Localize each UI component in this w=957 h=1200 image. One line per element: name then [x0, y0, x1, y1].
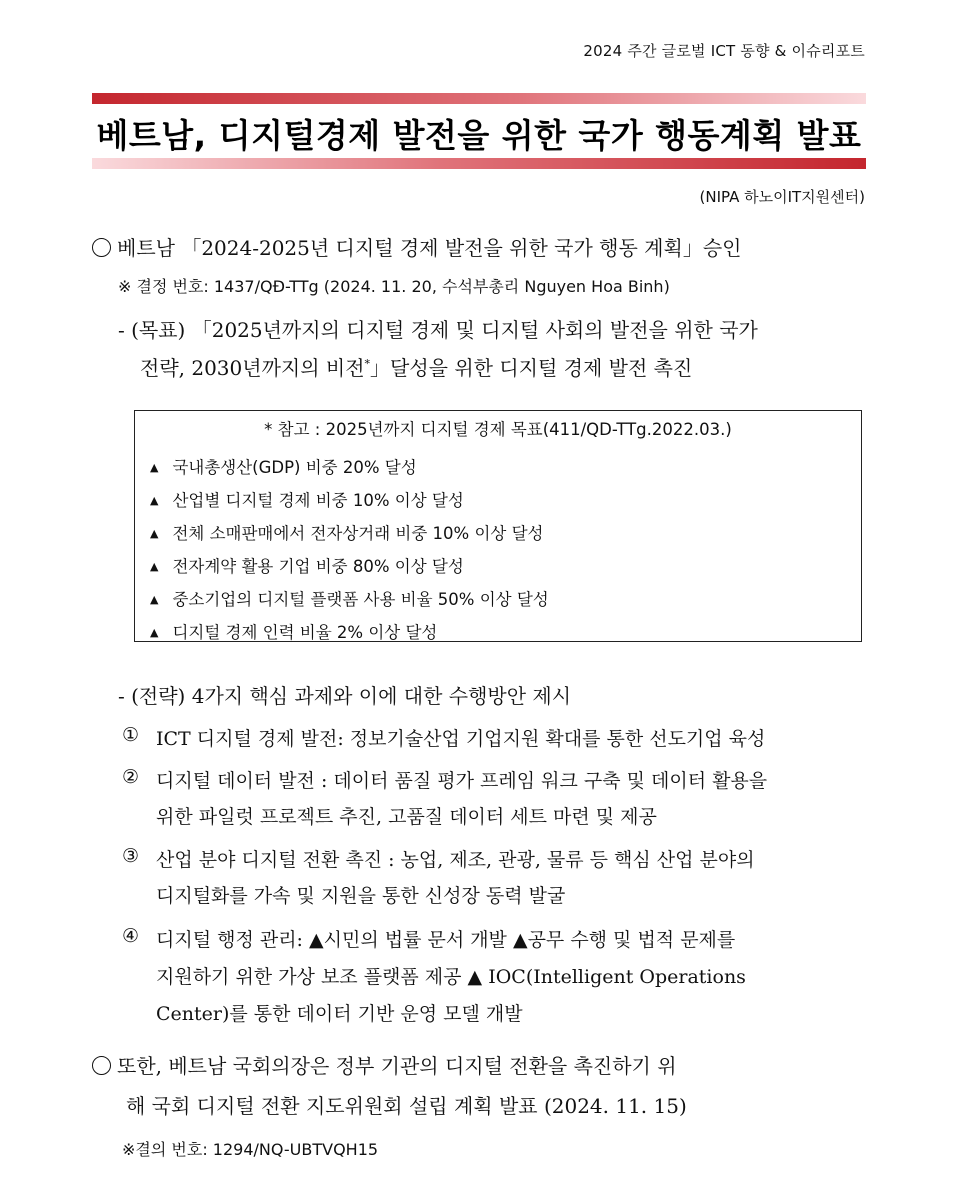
task-3-line-2: 디지털화를 가속 및 지원을 통한 신성장 동력 발굴	[156, 885, 566, 907]
goal-line-2	[140, 352, 692, 381]
reference-item	[150, 619, 437, 643]
task-4-line-3: Center)를 통한 데이터 기반 운영 모델 개발	[156, 1003, 523, 1025]
strategy-heading: - (전략) 4가지 핵심 과제와 이에 대한 수행방안 제시	[118, 684, 572, 708]
section1-heading	[92, 232, 741, 261]
section1-heading-text: 베트남 「2024-2025년 디지털 경제 발전을 위한 국가 행동 계획」승인	[117, 236, 742, 260]
triangle-bullet-icon: ▲	[150, 494, 159, 507]
reference-item	[150, 586, 549, 610]
title-bar-bottom	[92, 158, 866, 169]
triangle-bullet-icon: ▲	[150, 527, 159, 540]
task-2-line-1: 디지털 데이터 발전 : 데이터 품질 평가 프레임 워크 구축 및 데이터 활용을	[156, 770, 768, 792]
triangle-bullet-icon: ▲	[150, 560, 159, 573]
reference-item-text: 국내총생산(GDP) 비중 20% 달성	[172, 458, 417, 477]
triangle-bullet-icon: ▲	[150, 461, 159, 474]
task-marker: ①	[122, 724, 140, 746]
section2-line-1-text: 또한, 베트남 국회의장은 정부 기관의 디지털 전환을 촉진하기 위	[117, 1054, 677, 1078]
decision-note: ※ 결정 번호: 1437/QĐ-TTg (2024. 11. 20, 수석부총리 Nguyen Hoa Binh)	[118, 277, 670, 296]
goal-line-2-post: 」달성을 위한 디지털 경제 발전 촉진	[370, 356, 693, 380]
task-marker: ②	[122, 766, 140, 788]
task-2-line-2: 위한 파일럿 프로젝트 추진, 고품질 데이터 세트 마련 및 제공	[156, 806, 657, 828]
footnote-marker: *	[364, 357, 371, 371]
section2-line-1	[92, 1050, 677, 1079]
reference-item-text: 디지털 경제 인력 비율 2% 이상 달성	[172, 623, 438, 642]
task-marker: ④	[122, 925, 140, 947]
report-header: 2024 주간 글로벌 ICT 동향 & 이슈리포트	[583, 42, 865, 60]
reference-item	[150, 487, 464, 511]
goal-line-1: - (목표) 「2025년까지의 디지털 경제 및 디지털 사회의 발전을 위한 국가	[118, 318, 758, 342]
article-source: (NIPA 하노이IT지원센터)	[699, 188, 865, 206]
task-marker: ③	[122, 845, 140, 867]
task-1-line-1: ICT 디지털 경제 발전: 정보기술산업 기업지원 확대를 통한 선도기업 육성	[156, 728, 766, 750]
reference-item-text: 전자계약 활용 기업 비중 80% 이상 달성	[172, 557, 464, 576]
task-4-line-2: 지원하기 위한 가상 보조 플랫폼 제공 ▲ IOC(Intelligent Operations	[156, 966, 746, 988]
triangle-bullet-icon: ▲	[150, 593, 159, 606]
resolution-note: ※결의 번호: 1294/NQ-UBTVQH15	[122, 1140, 379, 1159]
reference-item-text: 중소기업의 디지털 플랫폼 사용 비율 50% 이상 달성	[172, 590, 549, 609]
reference-item-text: 산업별 디지털 경제 비중 10% 이상 달성	[172, 491, 464, 510]
circle-bullet-icon	[92, 1056, 111, 1075]
goal-line-2-pre: 전략, 2030년까지의 비전	[140, 356, 365, 380]
task-4-line-1: 디지털 행정 관리: ▲시민의 법률 문서 개발 ▲공무 수행 및 법적 문제를	[156, 929, 736, 951]
reference-item-text: 전체 소매판매에서 전자상거래 비중 10% 이상 달성	[172, 524, 544, 543]
reference-item	[150, 454, 417, 478]
title-bar-top	[92, 93, 866, 104]
reference-box-title: * 참고 : 2025년까지 디지털 경제 목표(411/QD-TTg.2022.03.)	[264, 420, 732, 439]
reference-item	[150, 520, 543, 544]
article-title: 베트남, 디지털경제 발전을 위한 국가 행동계획 발표	[96, 116, 862, 155]
reference-item	[150, 553, 464, 577]
circle-bullet-icon	[92, 238, 111, 257]
task-3-line-1: 산업 분야 디지털 전환 촉진 : 농업, 제조, 관광, 물류 등 핵심 산업 분야의	[156, 849, 755, 871]
section2-line-2: 해 국회 디지털 전환 지도위원회 설립 계획 발표 (2024. 11. 15)	[126, 1094, 687, 1118]
triangle-bullet-icon: ▲	[150, 626, 159, 639]
